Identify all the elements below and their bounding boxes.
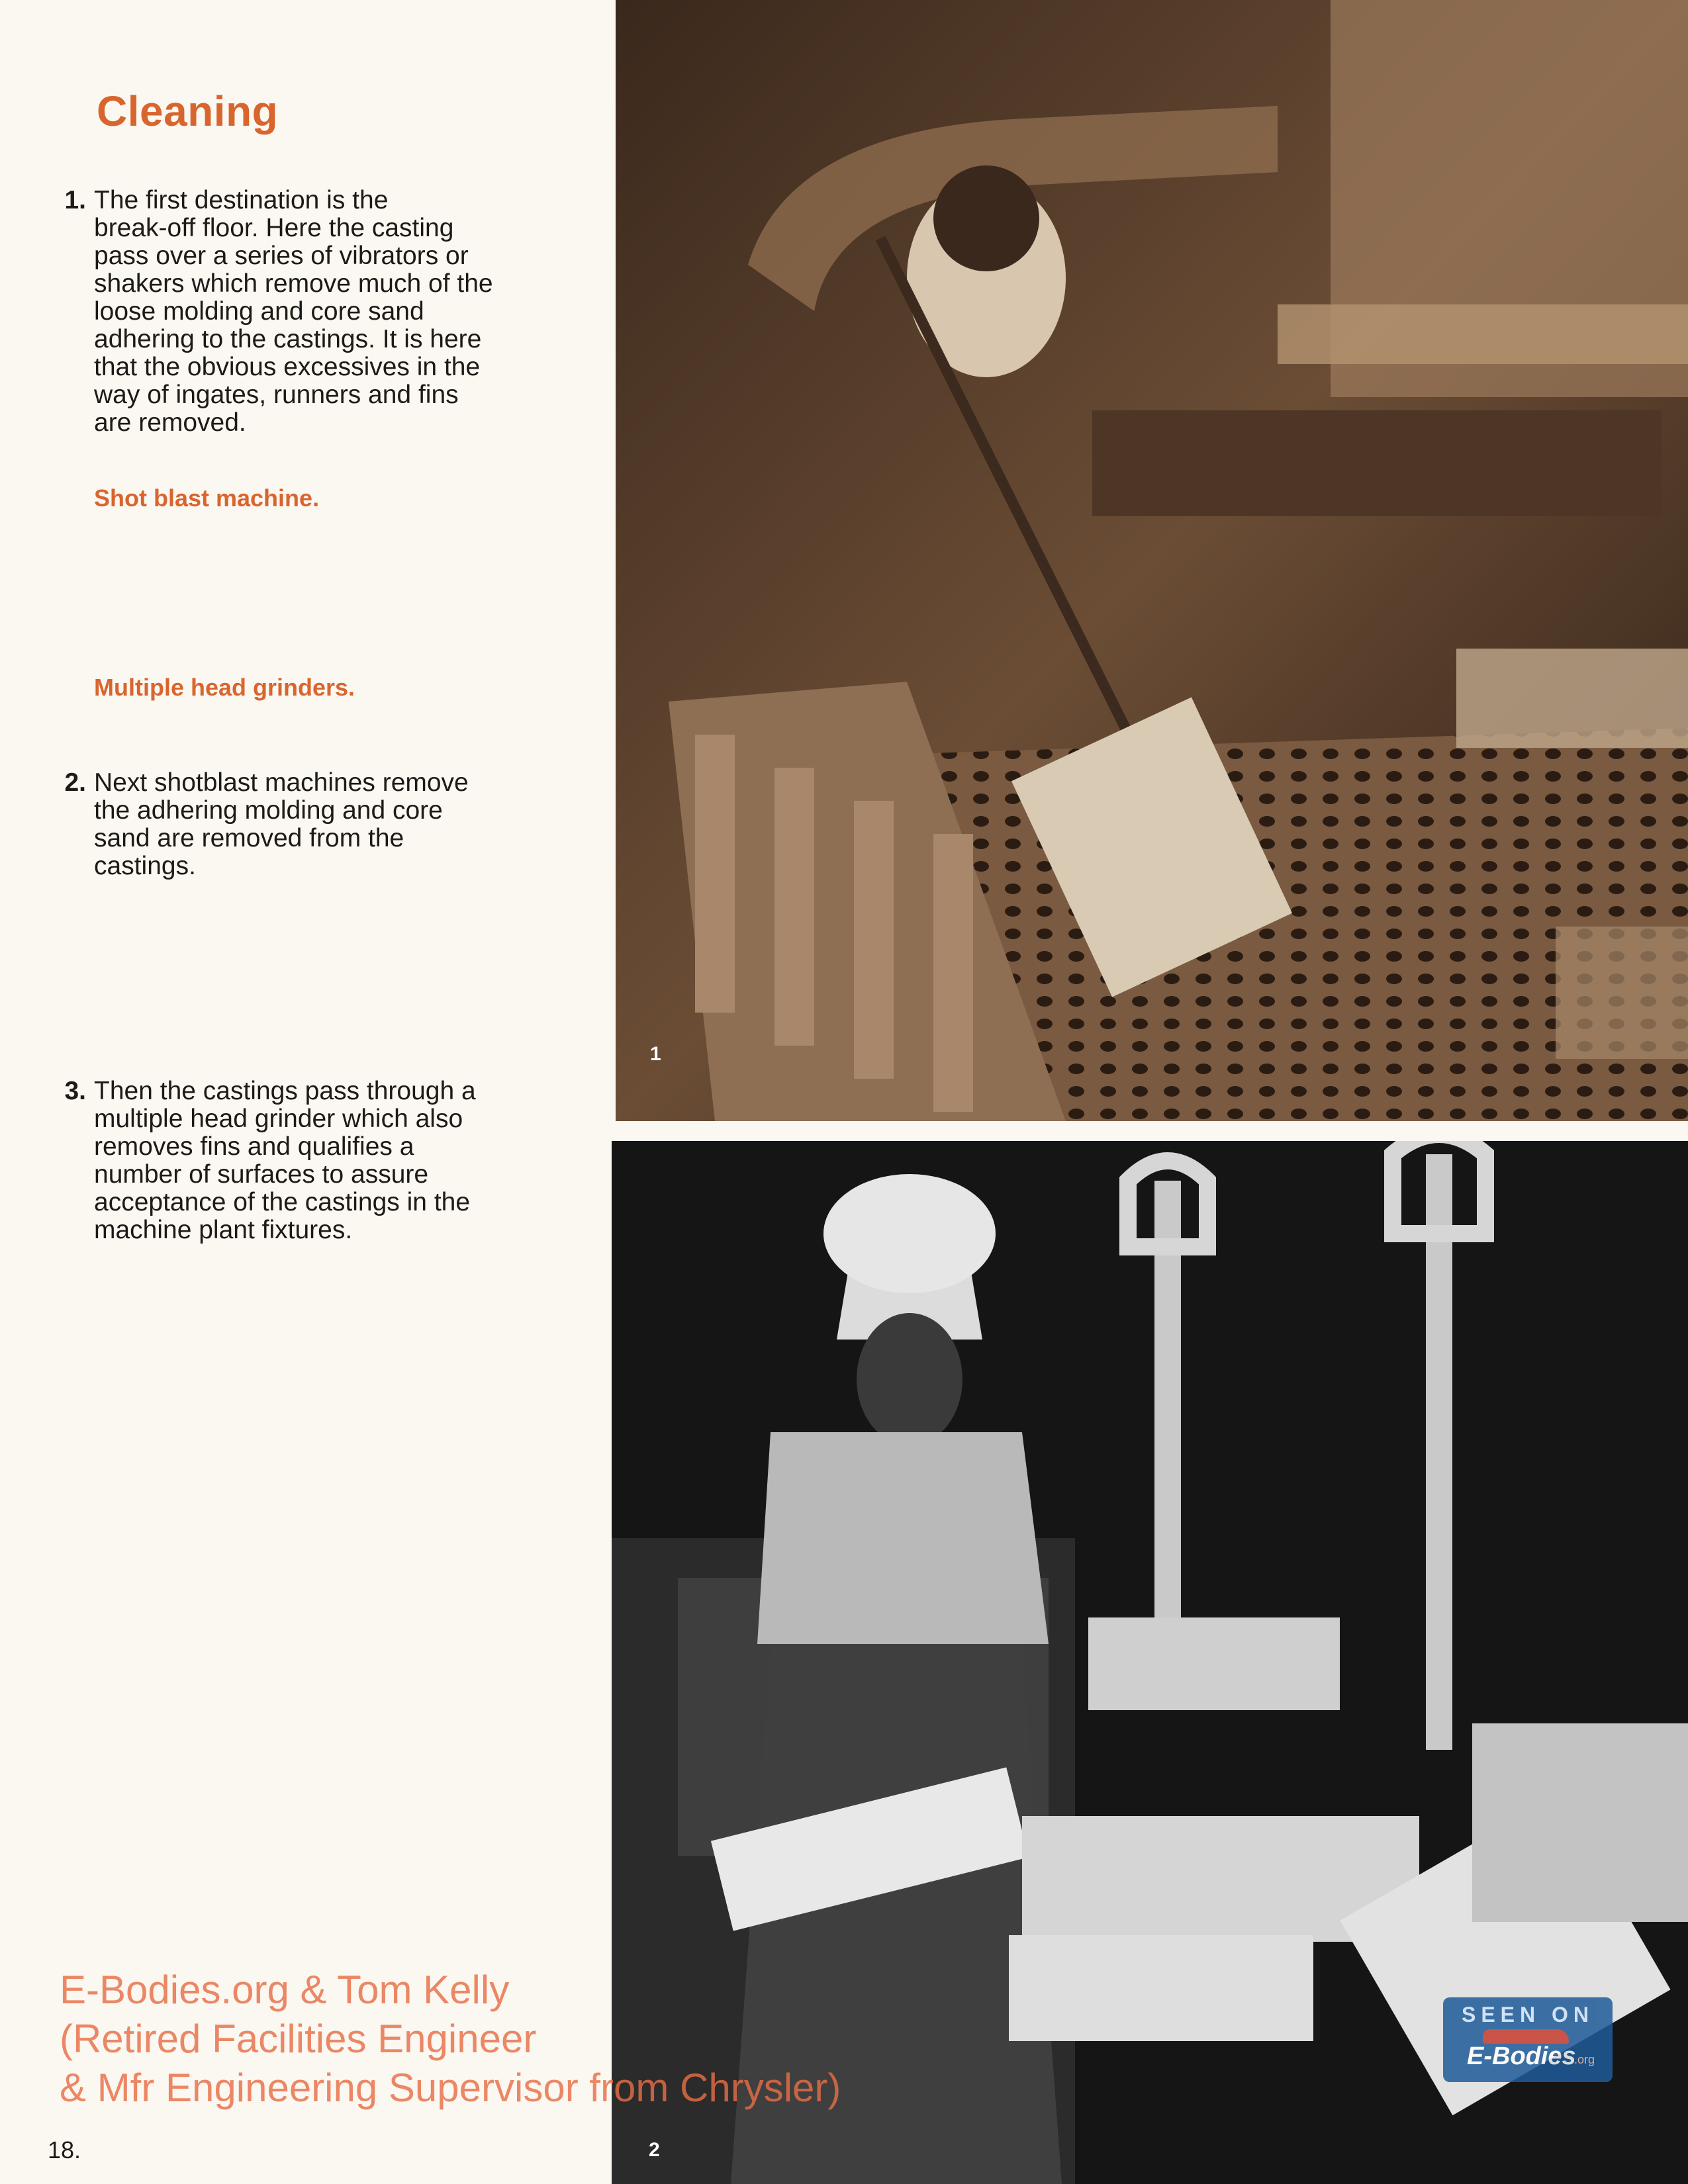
page-heading: Cleaning (97, 87, 279, 135)
subheading-grinders: Multiple head grinders. (94, 674, 355, 701)
list-item-2 (46, 769, 576, 888)
item-number: 3. (64, 1077, 86, 1105)
photo-number: 2 (649, 2139, 660, 2161)
badge-line1: SEEN ON (1461, 2003, 1595, 2026)
badge-line3: .org (1574, 2053, 1595, 2066)
list-item-3 (46, 1077, 576, 1250)
watermark-credit: E-Bodies.org & Tom Kelly (Retired Facilities Engineer & Mfr Engineering Supervisor from Chrysler) (60, 1968, 841, 2110)
list-item-1 (46, 187, 576, 438)
item-text: Then the castings pass through a multiple head grinder which also removes fins and qualifies a number of surfaces to assure acceptance of the castings in the machine plant fixtures. (94, 1077, 476, 1244)
photo-break-off-floor (616, 0, 1688, 1121)
item-text: The first destination is the break-off floor. Here the casting pass over a series of vibrators or shakers which remove much of the loose molding and core sand adhering to the castings. It is here that the obvious excessives in the way of ingates, runners and fins are removed. (94, 186, 493, 437)
item-text: Next shotblast machines remove the adhering molding and core sand are removed from the castings. (94, 768, 469, 880)
item-number: 1. (64, 186, 86, 214)
photo-number: 1 (650, 1043, 661, 1065)
seen-on-ebodies-badge (1443, 1997, 1613, 2082)
car-icon (1483, 2029, 1569, 2044)
subheading-shot-blast: Shot blast machine. (94, 484, 320, 512)
page-number: 18. (48, 2136, 81, 2163)
badge-line2: E-Bodies (1467, 2042, 1576, 2070)
item-number: 2. (64, 768, 86, 797)
